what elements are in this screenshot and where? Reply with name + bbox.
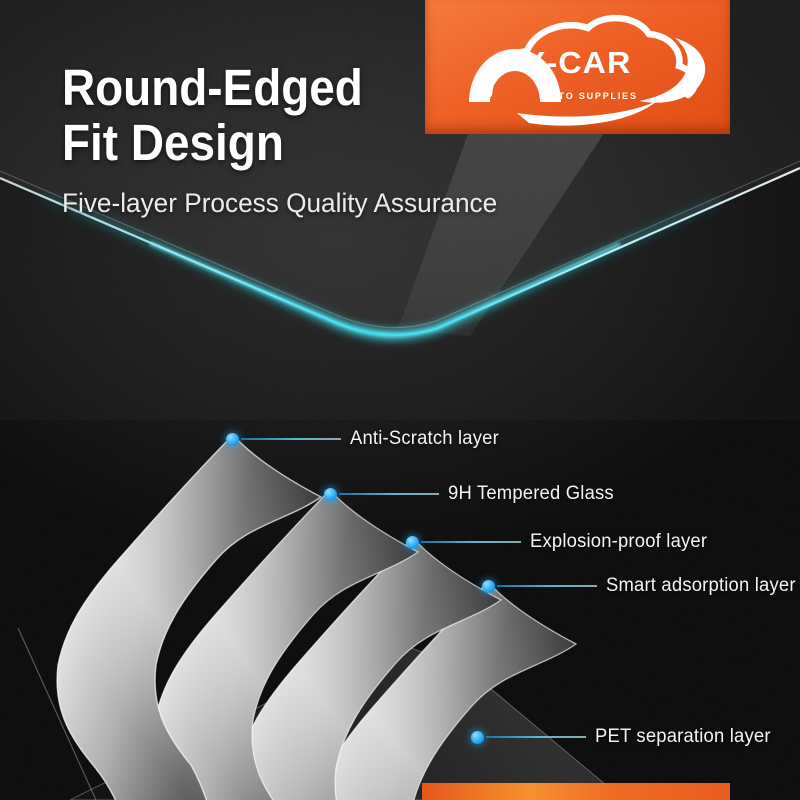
layer-label: 9H Tempered Glass: [448, 483, 614, 504]
callout-line: [497, 585, 597, 587]
layer-callout-pet-separation: [471, 726, 776, 748]
layer-callout-anti-scratch: [226, 428, 504, 450]
brand-tagline: AUTO SUPPLIES: [542, 91, 638, 101]
callout-line: [241, 438, 341, 440]
layer-callout-tempered-glass: [324, 483, 619, 505]
layer-dot: [482, 580, 495, 593]
layer-dot: [226, 433, 239, 446]
headline-line1: Round-Edged: [62, 59, 363, 116]
layer-dot: [406, 536, 419, 549]
headline: [62, 60, 363, 170]
logo-swoosh-under: [517, 101, 657, 126]
layer-dot: [324, 488, 337, 501]
accent-bar: [422, 783, 730, 800]
brand-badge: [425, 0, 730, 134]
layer-callout-smart-adsorption: [482, 575, 800, 597]
layer-label: Anti-Scratch layer: [350, 428, 499, 449]
layer-label: PET separation layer: [595, 726, 771, 747]
layer-callout-explosion-proof: [406, 531, 713, 553]
callout-line: [421, 541, 521, 543]
layer-dot: [471, 731, 484, 744]
subtitle: Five-layer Process Quality Assurance: [62, 188, 498, 218]
callout-line: [339, 493, 439, 495]
callout-line: [486, 736, 586, 738]
layer-label: Explosion-proof layer: [530, 531, 708, 552]
headline-line2: Fit Design: [62, 114, 284, 171]
layer-label: Smart adsorption layer: [606, 575, 796, 596]
brand-name: X-CAR: [524, 45, 632, 80]
